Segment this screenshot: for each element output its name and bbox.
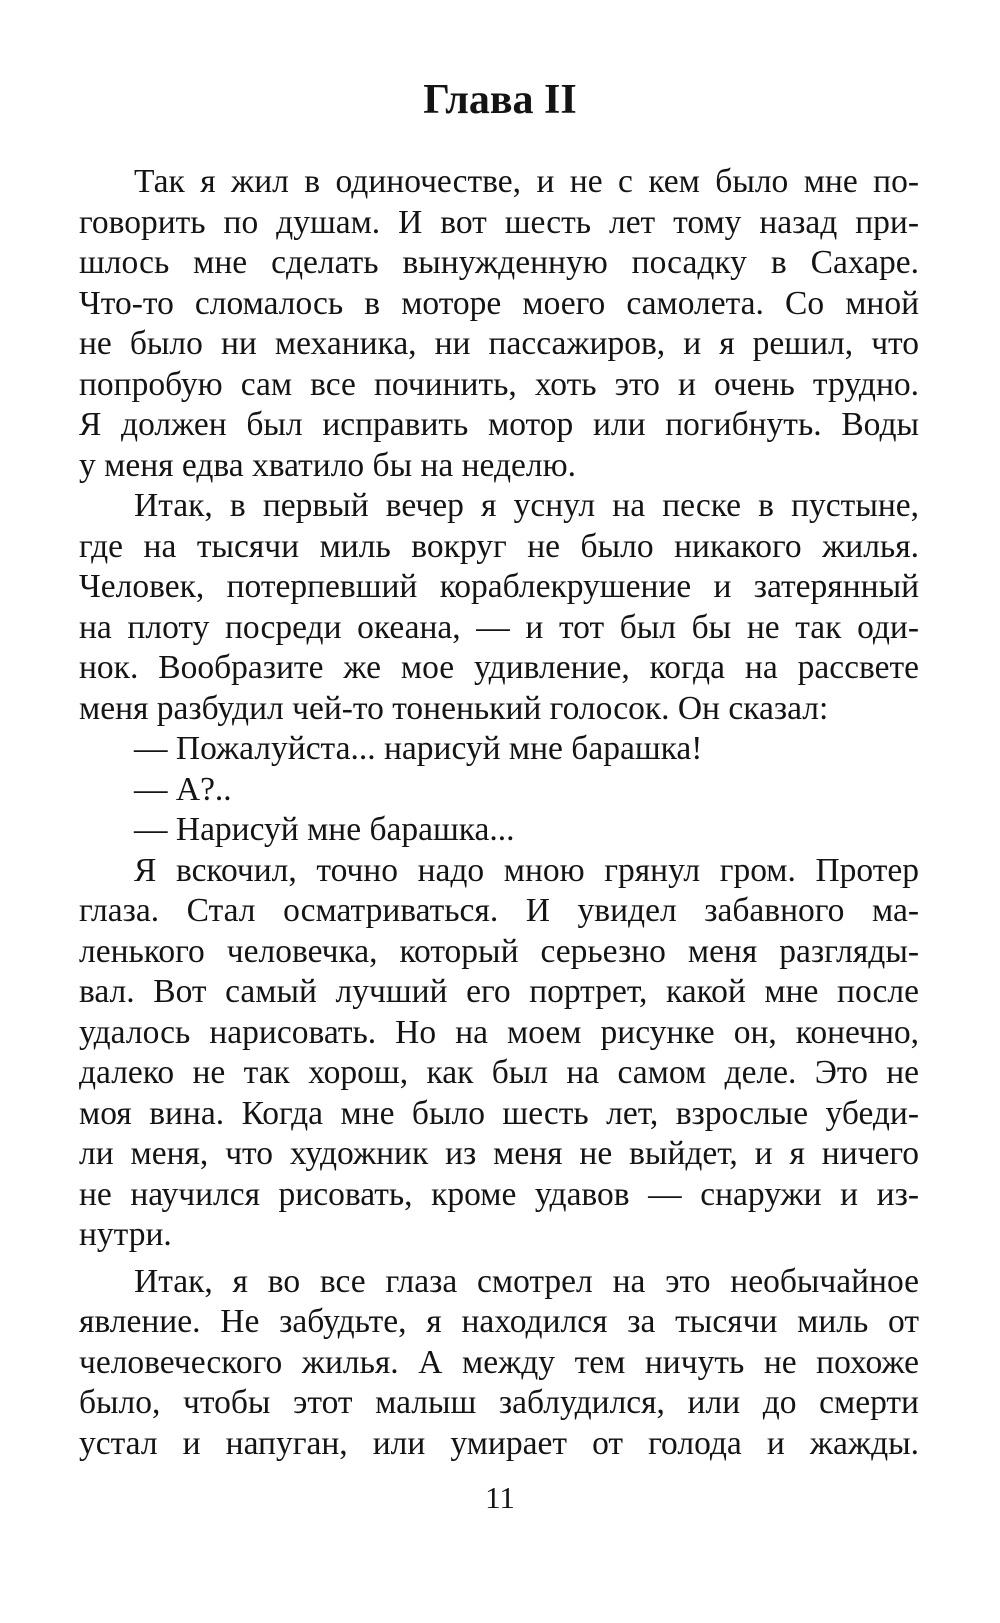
body-text: [79, 162, 919, 1464]
text-line: Человек, потерпевший кораблекрушение и затерянный: [79, 568, 919, 605]
text-line: где на тысячи миль вокруг не было никакого жилья.: [79, 527, 919, 565]
text-line: шлось мне сделать вынужденную посадку в Сахаре.: [79, 244, 919, 281]
text-line: вал. Вот самый лучший его портрет, какой мне после: [79, 973, 919, 1010]
text-line: Так я жил в одиночестве, и не с кем было мне по-: [134, 163, 919, 200]
text-line: меня разбудил чей-то тоненький голосок. Он сказал:: [79, 689, 829, 727]
text-line: не было ни механика, ни пассажиров, и я решил, что: [79, 325, 919, 362]
text-line: моя вина. Когда мне было шесть лет, взрослые убеди-: [79, 1094, 919, 1132]
text-line: удалось нарисовать. Но на моем рисунке он, конечно,: [79, 1013, 919, 1051]
text-line: далеко не так хорош, как был на самом деле. Это не: [79, 1054, 919, 1091]
text-line: нутри.: [79, 1216, 172, 1253]
text-line: устал и напуган, или умирает от голода и жажды.: [79, 1424, 919, 1462]
text-line: нок. Вообразите же мое удивление, когда на рассвете: [79, 649, 919, 686]
text-line: ли меня, что художник из меня не выйдет, и я ничего: [79, 1135, 919, 1172]
page-number: 11: [485, 1480, 515, 1515]
text-line: было, чтобы этот малыш заблудился, или до смерти: [79, 1384, 919, 1421]
text-line: явление. Не забудьте, я находился за тысячи миль от: [79, 1303, 919, 1340]
chapter-title: Глава II: [423, 77, 577, 123]
text-line: человеческого жилья. А между тем ничуть не похоже: [79, 1343, 919, 1381]
text-line: говорить по душам. И вот шесть лет тому назад при-: [79, 203, 919, 241]
text-line: на плоту посреди океана, — и тот был бы не так оди-: [79, 608, 919, 646]
text-line: ленького человечка, который серьезно меня разгляды-: [79, 932, 919, 970]
text-line: Итак, в первый вечер я уснул на песке в пустыне,: [134, 487, 919, 524]
text-line: — А?..: [134, 770, 232, 808]
text-line: Что-то сломалось в моторе моего самолета. Со мной: [79, 284, 919, 322]
text-line: — Пожалуйста... нарисуй мне барашка!: [134, 730, 703, 767]
text-line: глаза. Стал осматриваться. И увидел забавного ма-: [79, 892, 919, 929]
text-line: у меня едва хватило бы на неделю.: [79, 446, 577, 484]
text-line: Я должен был исправить мотор или погибнуть. Воды: [79, 406, 919, 443]
text-line: Я вскочил, точно надо мною грянул гром. Протер: [134, 851, 919, 889]
text-line: не научился рисовать, кроме удавов — снаружи и из-: [79, 1175, 919, 1213]
text-line: Итак, я во все глаза смотрел на это необычайное: [134, 1262, 919, 1300]
text-line: — Нарисуй мне барашка...: [134, 811, 515, 848]
text-line: попробую сам все починить, хоть это и очень трудно.: [79, 365, 919, 403]
